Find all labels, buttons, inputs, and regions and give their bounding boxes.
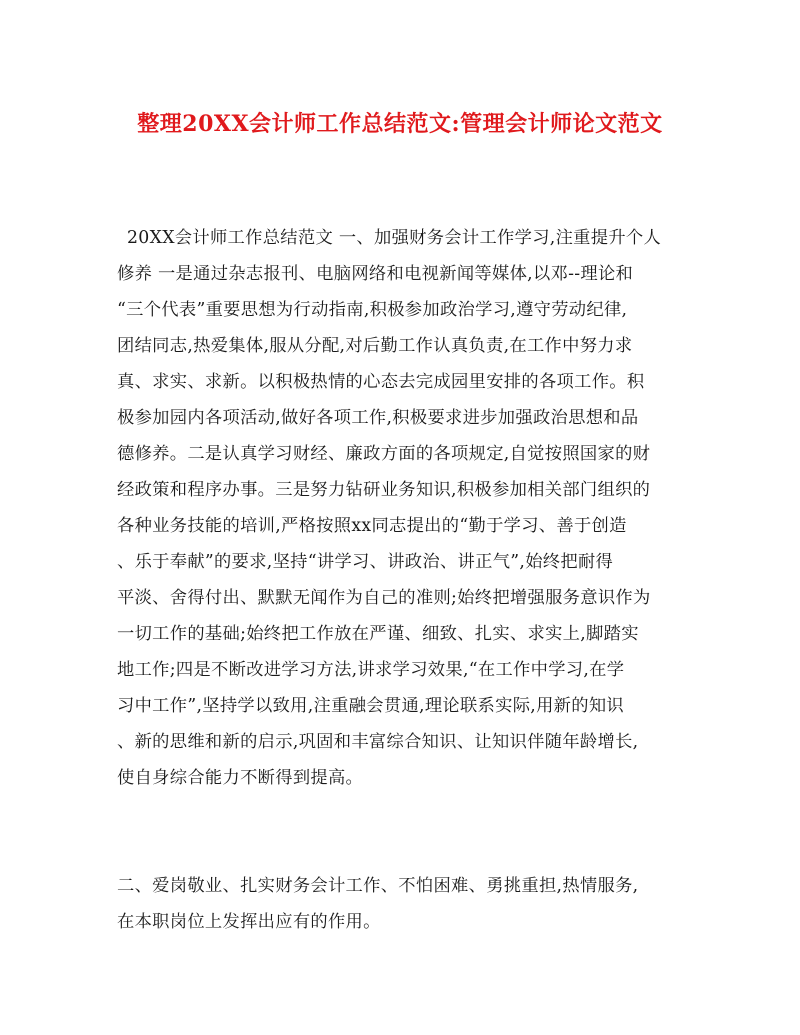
paragraph-line: 经政策和程序办事。三是努力钻研业务知识,积极参加相关部门组织的 xyxy=(117,480,651,500)
paragraph-line: 平淡、舍得付出、默默无闻作为自己的准则;始终把增强服务意识作为 xyxy=(117,588,651,608)
paragraph-line: 二、爱岗敬业、扎实财务会计工作、不怕困难、勇挑重担,热情服务, xyxy=(117,876,639,896)
paragraph-line: 、新的思维和新的启示,巩固和丰富综合知识、让知识伴随年龄增长, xyxy=(117,732,639,752)
paragraph-2 xyxy=(117,868,687,940)
paragraph-line: 修养 一是通过杂志报刊、电脑网络和电视新闻等媒体,以邓--理论和 xyxy=(117,264,634,284)
paragraph-line: 真、求实、求新。以积极热情的心态去完成园里安排的各项工作。积 xyxy=(117,372,645,392)
paragraph-line: “三个代表”重要思想为行动指南,积极参加政治学习,遵守劳动纪律, xyxy=(117,300,628,320)
paragraph-line: 地工作;四是不断改进学习方法,讲求学习效果,“在工作中学习,在学 xyxy=(117,660,625,680)
paragraph-line: 德修养。二是认真学习财经、廉政方面的各项规定,自觉按照国家的财 xyxy=(117,444,651,464)
paragraph-line: 使自身综合能力不断得到提高。 xyxy=(117,768,364,788)
document-title: 整理20XX会计师工作总结范文:管理会计师论文范文 xyxy=(137,111,663,137)
paragraph-line: 在本职岗位上发挥出应有的作用。 xyxy=(117,912,381,932)
paragraph-line: 各种业务技能的培训,严格按照xx同志提出的“勤于学习、善于创造 xyxy=(117,516,627,536)
paragraph-line: 一切工作的基础;始终把工作放在严谨、细致、扎实、求实上,脚踏实 xyxy=(117,624,639,644)
paragraph-line: 极参加园内各项活动,做好各项工作,积极要求进步加强政治思想和品 xyxy=(117,408,639,428)
paragraph-1 xyxy=(117,220,687,796)
paragraph-line: 20XX会计师工作总结范文 一、加强财务会计工作学习,注重提升个人 xyxy=(127,228,662,248)
paragraph-line: 习中工作”,坚持学以致用,注重融会贯通,理论联系实际,用新的知识 xyxy=(117,696,625,716)
paragraph-line: 、乐于奉献”的要求,坚持“讲学习、讲政治、讲正气”,始终把耐得 xyxy=(117,552,614,572)
paragraph-line: 团结同志,热爱集体,服从分配,对后勤工作认真负责,在工作中努力求 xyxy=(117,336,633,356)
